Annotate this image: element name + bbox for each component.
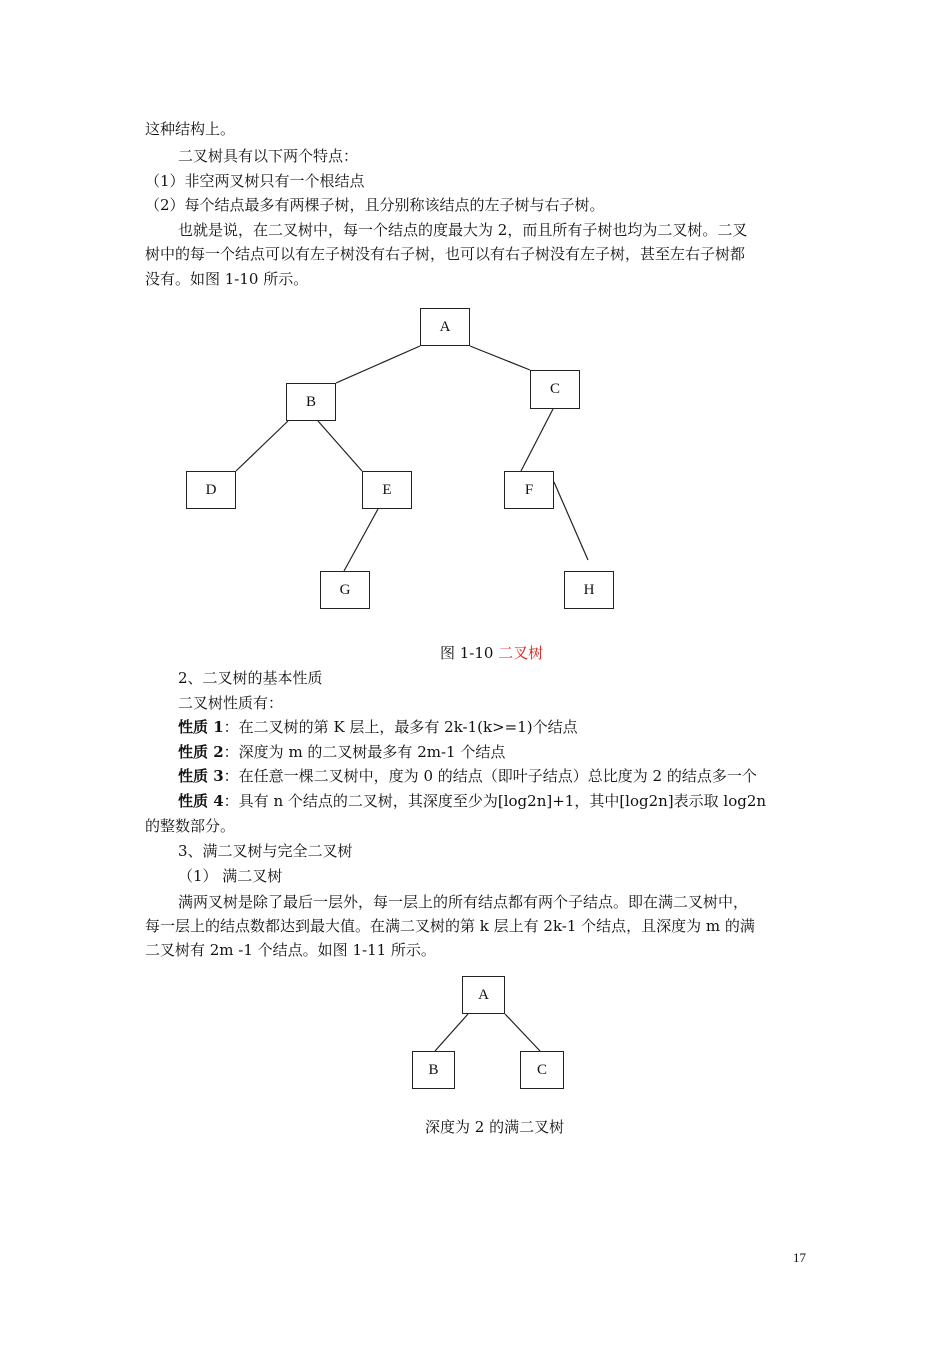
text-line: 也就是说，在二叉树中，每一个结点的度最大为 2，而且所有子树也均为二叉树。二叉 [178, 221, 748, 239]
edge-e-g [344, 509, 378, 571]
tree-node-f: F [504, 471, 554, 509]
subsection-heading: （1） 满二叉树 [178, 867, 283, 885]
property-label: 性质 1 [178, 718, 224, 736]
property-text: ：在任意一棵二叉树中，度为 0 的结点（即叶子结点）总比度为 2 的结点多一个 [223, 767, 757, 785]
property-3 [178, 765, 757, 787]
tree-node-a: A [420, 308, 470, 346]
figure-caption [440, 642, 543, 664]
property-label: 性质 3 [178, 767, 224, 785]
caption-number: 图 1-10 [440, 644, 499, 662]
text-line: （1）非空两叉树只有一个根结点 [145, 172, 365, 190]
text-line: 这种结构上。 [145, 120, 236, 138]
section-heading: 3、满二叉树与完全二叉树 [178, 842, 353, 860]
property-text: ：在二叉树的第 K 层上，最多有 2k-1(k>=1)个结点 [223, 718, 578, 736]
edge-b-d [236, 421, 288, 471]
edge-a-c [470, 346, 530, 370]
edge-a-b [336, 346, 420, 383]
tree-node-h: H [564, 571, 614, 609]
text-line: 二叉树具有以下两个特点： [178, 147, 359, 165]
text-line: 树中的每一个结点可以有左子树没有右子树，也可以有右子树没有左子树，甚至左右子树都 [145, 245, 746, 263]
section-heading: 2、二叉树的基本性质 [178, 669, 323, 687]
edge-b-e [318, 421, 362, 471]
full-tree-node-a: A [462, 976, 505, 1014]
caption-title: 二叉树 [498, 644, 544, 662]
text-line: 没有。如图 1-10 所示。 [145, 270, 309, 288]
edge-fig2-a-b [435, 1014, 468, 1051]
property-1 [178, 716, 578, 738]
text-line: 满两叉树是除了最后一层外，每一层上的所有结点都有两个子结点。即在满二叉树中， [178, 893, 749, 911]
property-label: 性质 4 [178, 792, 224, 810]
text-line: （2）每个结点最多有两棵子树，且分别称该结点的左子树与右子树。 [145, 196, 605, 214]
figure-caption: 深度为 2 的满二叉树 [425, 1118, 565, 1136]
property-text: ：深度为 m 的二叉树最多有 2m-1 个结点 [223, 743, 506, 761]
tree-node-c: C [530, 370, 580, 409]
property-text: ：具有 n 个结点的二叉树，其深度至少为[log2n]+1，其中[log2n]表示取 log2n [223, 792, 767, 810]
text-line: 每一层上的结点数都达到最大值。在满二叉树的第 k 层上有 2k-1 个结点，且深度为 m 的满 [145, 917, 755, 935]
edge-c-f [521, 409, 553, 471]
text-line: 二叉树性质有： [178, 694, 284, 712]
page-number: 17 [793, 1250, 806, 1265]
tree-node-d: D [186, 471, 236, 509]
edge-f-h [554, 482, 588, 560]
property-label: 性质 2 [178, 743, 224, 761]
full-tree-node-b: B [412, 1051, 455, 1089]
text-line: 的整数部分。 [145, 817, 236, 835]
tree-node-b: B [286, 383, 336, 421]
tree-node-g: G [320, 571, 370, 609]
property-4 [178, 790, 766, 812]
edge-fig2-a-c [505, 1014, 540, 1051]
property-2 [178, 741, 505, 763]
full-tree-node-c: C [520, 1051, 564, 1089]
tree-node-e: E [362, 471, 412, 509]
text-line: 二叉树有 2m -1 个结点。如图 1-11 所示。 [145, 941, 436, 959]
